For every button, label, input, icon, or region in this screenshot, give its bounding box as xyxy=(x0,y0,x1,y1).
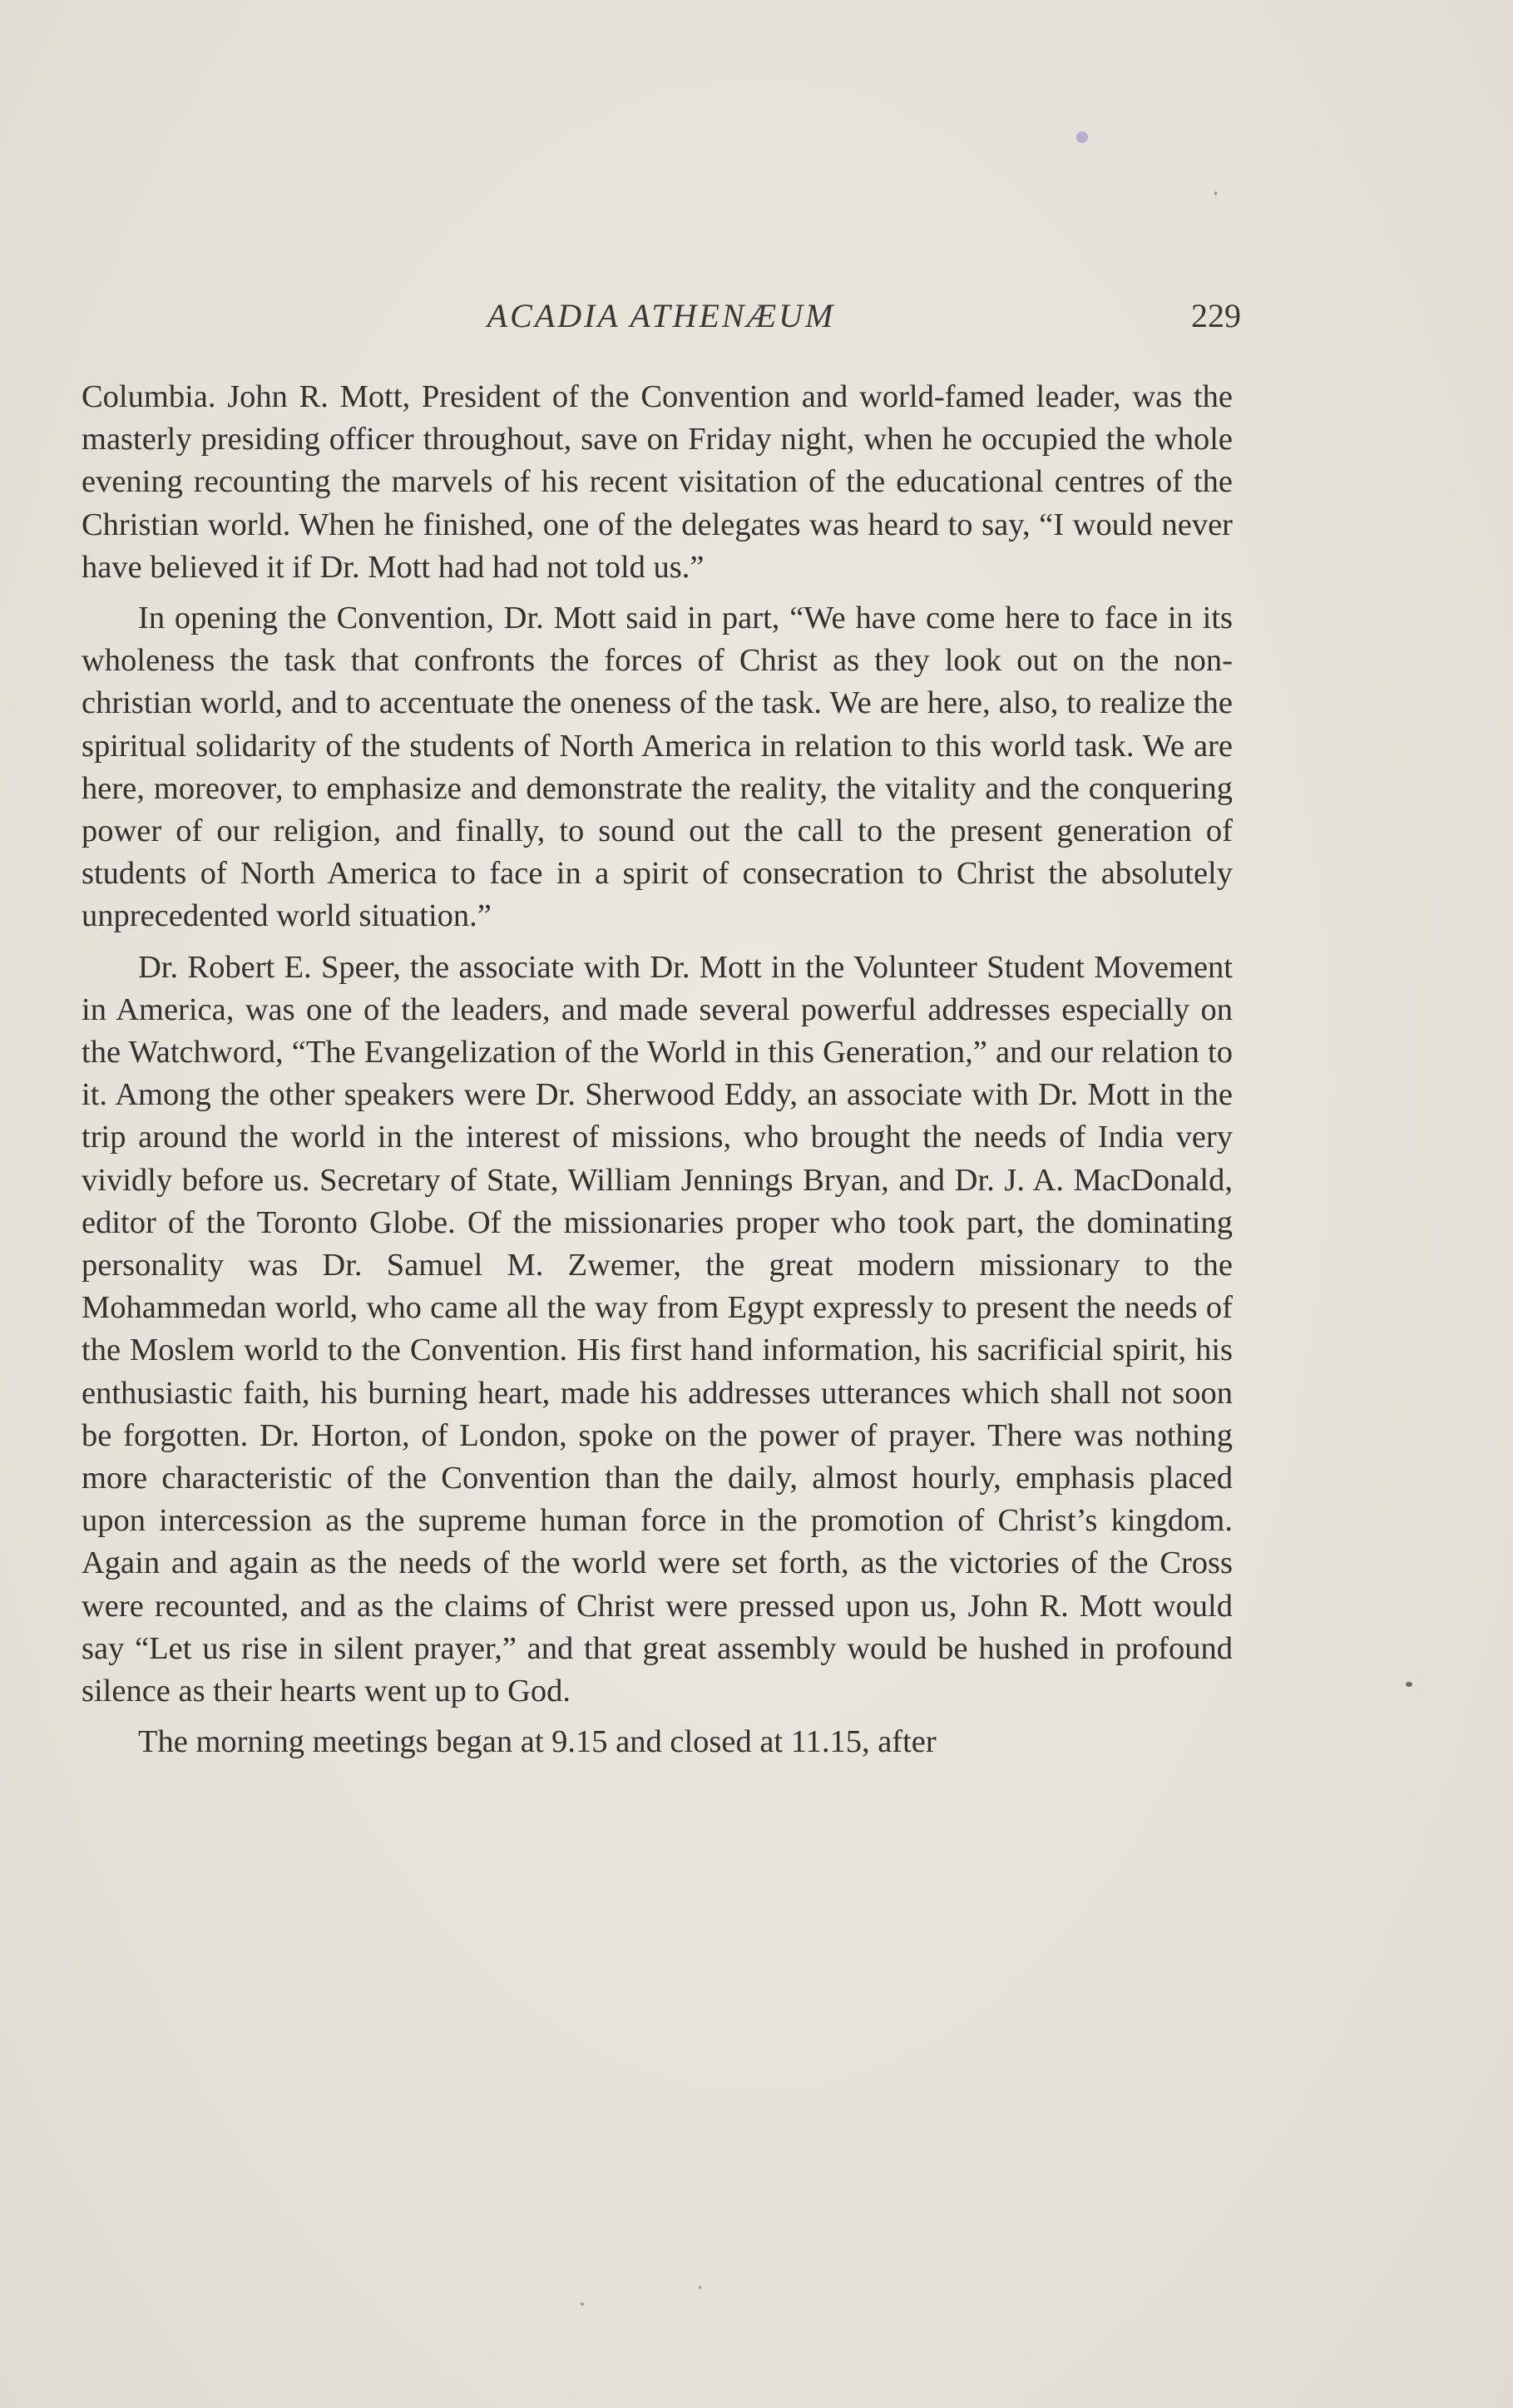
journal-title: ACADIA ATHENÆUM xyxy=(487,297,836,334)
paper-speck xyxy=(699,2286,701,2289)
paragraph-2: In opening the Convention, Dr. Mott said in part, “We have come here to face in its wholeness the task that confronts the forces of Christ as they look out on the non-christian world, and to accentuate the oneness of the task. We are here, also, to realize the spiritual solidarity of the students of North America in relation to this world task. We are here, moreover, to emphasize and demonstrate the reality, the vitality and the conquering power of our religion, and finally, to sound out the call to the present generation of students of North America to face in a spirit of consecration to Christ the absolutely unprecedented world situation.” xyxy=(82,601,1233,934)
paragraph-4: The morning meetings began at 9.15 and closed at 11.15, after xyxy=(138,1724,937,1760)
paper-speck xyxy=(1406,1682,1412,1687)
paper-speck xyxy=(1076,131,1088,143)
paragraph-3: Dr. Robert E. Speer, the associate with Dr. Mott in the Volunteer Student Movement in America, was one of the leaders, and made several powerful addresses especially on the Watchword, “The Evangelization of the World in this Generation,” and our relation to it. Among the other speakers were Dr. Sherwood Eddy, an associate with Dr. Mott in the trip around the world in the interest of missions, who brought the needs of India very vividly before us. Secretary of State, William Jennings Bryan, and Dr. J. A. MacDonald, editor of the Toronto Globe. Of the missionaries proper who took part, the dominating personality was Dr. Samuel M. Zwemer, the great modern missionary to the Mohammedan world, who came all the way from Egypt expressly to present the needs of the Moslem world to the Convention. His first hand information, his sacrificial spirit, his enthusiastic faith, his burning heart, made his addresses utterances which shall not soon be forgotten. Dr. Horton, of London, spoke on the power of prayer. There was nothing more characteristic of the Convention than the daily, almost hourly, emphasis placed upon intercession as the supreme human force in the promotion of Christ’s kingdom. Again and again as the needs of the world were set forth, as the victories of the Cross were recounted, and as the claims of Christ were pressed upon us, John R. Mott would say “Let us rise in silent prayer,” and that great assembly would be hushed in profound silence as their hearts went up to God. xyxy=(82,949,1233,1709)
paper-speck xyxy=(1214,191,1217,195)
paragraph-1: Columbia. John R. Mott, President of the Convention and world-famed leader, was the masterly presiding officer throughout, save on Friday night, when he occupied the whole evening recounting the marvels of his recent visitation of the educational centres of the Christian world. When he finished, one of the delegates was heard to say, “I would never have believed it if Dr. Mott had had not told us.” xyxy=(82,379,1233,585)
paper-speck xyxy=(581,2302,584,2306)
running-head xyxy=(82,296,1241,343)
body-text xyxy=(82,376,1233,1773)
page-number: 229 xyxy=(1191,297,1241,334)
